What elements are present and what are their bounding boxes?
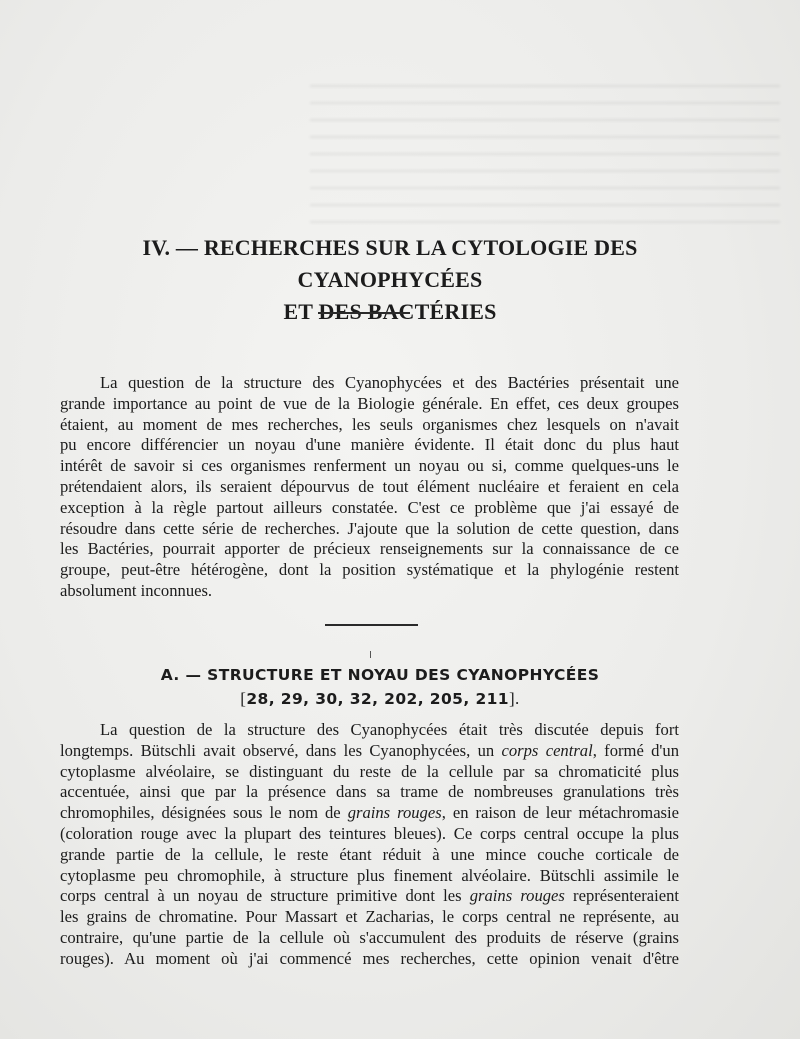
body-line: cytoplasme alvéolaire, se distinguant du reste de la cellule par sa chromaticité plus — [60, 761, 679, 781]
section-divider — [325, 624, 418, 626]
body-line — [60, 803, 679, 824]
chapter-title-line-1: IV. — RECHERCHES SUR LA CYTOLOGIE DES CYANOPHYCÉES — [142, 235, 638, 292]
section-heading-title: A. — STRUCTURE ET NOYAU DES CYANOPHYCÉES — [160, 666, 600, 684]
corps-central-term: corps central — [501, 740, 593, 760]
body-line-text: représenteraient — [573, 886, 679, 906]
body-line: grande partie de la cellule, le reste étant réduit à une mince couche corticale de — [60, 844, 679, 864]
body-line: contraire, qu'une partie de la cellule où s'accumulent des produits de réserve (grains — [60, 927, 679, 947]
intro-line: les Bactéries, pourrait apporter de précieux renseignements sur la connaissance de ce — [60, 539, 679, 559]
body-line: (coloration rouge avec la plupart des teintures bleues). Ce corps central occupe la plus — [60, 823, 679, 843]
body-line: les grains de chromatine. Pour Massart et Zacharias, le corps central ne représente, au — [60, 907, 679, 927]
body-line-text: corps central à un noyau de structure primitive dont les — [60, 886, 462, 906]
grains-rouges-term: grains rouges — [347, 803, 442, 823]
refs-open-bracket: [ — [240, 689, 247, 708]
body-line — [60, 741, 679, 762]
intro-line: prétendaient alors, ils seraient dépourvus de tout élément nucléaire et feraient en cela — [60, 476, 679, 496]
title-divider — [318, 312, 410, 314]
intro-line: étaient, au moment de mes recherches, les seuls organismes chez lesquels on n'avait — [60, 414, 679, 434]
body-line: rouges). Au moment où j'ai commencé mes recherches, cette opinion venait d'être — [60, 948, 679, 968]
intro-line: La question de la structure des Cyanophycées et des Bactéries présentait une — [100, 373, 679, 392]
refs-close-bracket: ]. — [509, 689, 520, 708]
intro-line: groupe, peut-être hétérogène, dont la position systématique et la phylogénie restent — [60, 560, 679, 580]
body-paragraph — [60, 720, 679, 970]
intro-line: exception à la règle partout ailleurs constatée. C'est ce problème que j'ai essayé de — [60, 497, 679, 517]
section-heading — [60, 663, 700, 711]
intro-line: grande importance au point de vue de la Biologie générale. En effet, ces deux groupes — [60, 393, 679, 413]
body-line-text: , en raison de leur métachromasie — [441, 803, 679, 823]
intro-line: pu encore différencier un noyau d'une manière évidente. Il était donc du plus haut — [60, 435, 679, 455]
intro-line: résoudre dans cette série de recherches. J'ajoute que la solution de cette question, dans — [60, 518, 679, 538]
intro-line: absolument inconnues. — [60, 580, 213, 600]
section-references: 28, 29, 30, 32, 202, 205, 211 — [246, 690, 509, 708]
body-line-text: longtemps. Bütschli avait observé, dans les Cyanophycées, un — [60, 740, 495, 760]
section-heading-refs-line — [60, 687, 700, 711]
bleed-through-text — [310, 85, 780, 235]
body-line-text: chromophiles, désignées sous le nom de — [60, 803, 341, 823]
intro-paragraph — [60, 373, 679, 602]
chapter-title-line-2: ET DES BACTÉRIES — [283, 299, 497, 324]
body-line: La question de la structure des Cyanophycées était très discutée depuis fort — [100, 720, 679, 739]
print-mark — [370, 651, 371, 658]
intro-line: intérêt de savoir si ces organismes renferment un noyau ou si, comme quelques-uns le — [60, 456, 679, 476]
body-line-text: , formé d'un — [592, 740, 680, 760]
body-line — [60, 886, 679, 907]
grains-rouges-term: grains rouges — [469, 886, 565, 906]
body-line: cytoplasme peu chromophile, à structure plus finement alvéolaire. Bütschli assimile le — [60, 865, 679, 885]
body-line: accentuée, ainsi que par la présence dans sa trame de nombreuses granulations très — [60, 782, 679, 802]
